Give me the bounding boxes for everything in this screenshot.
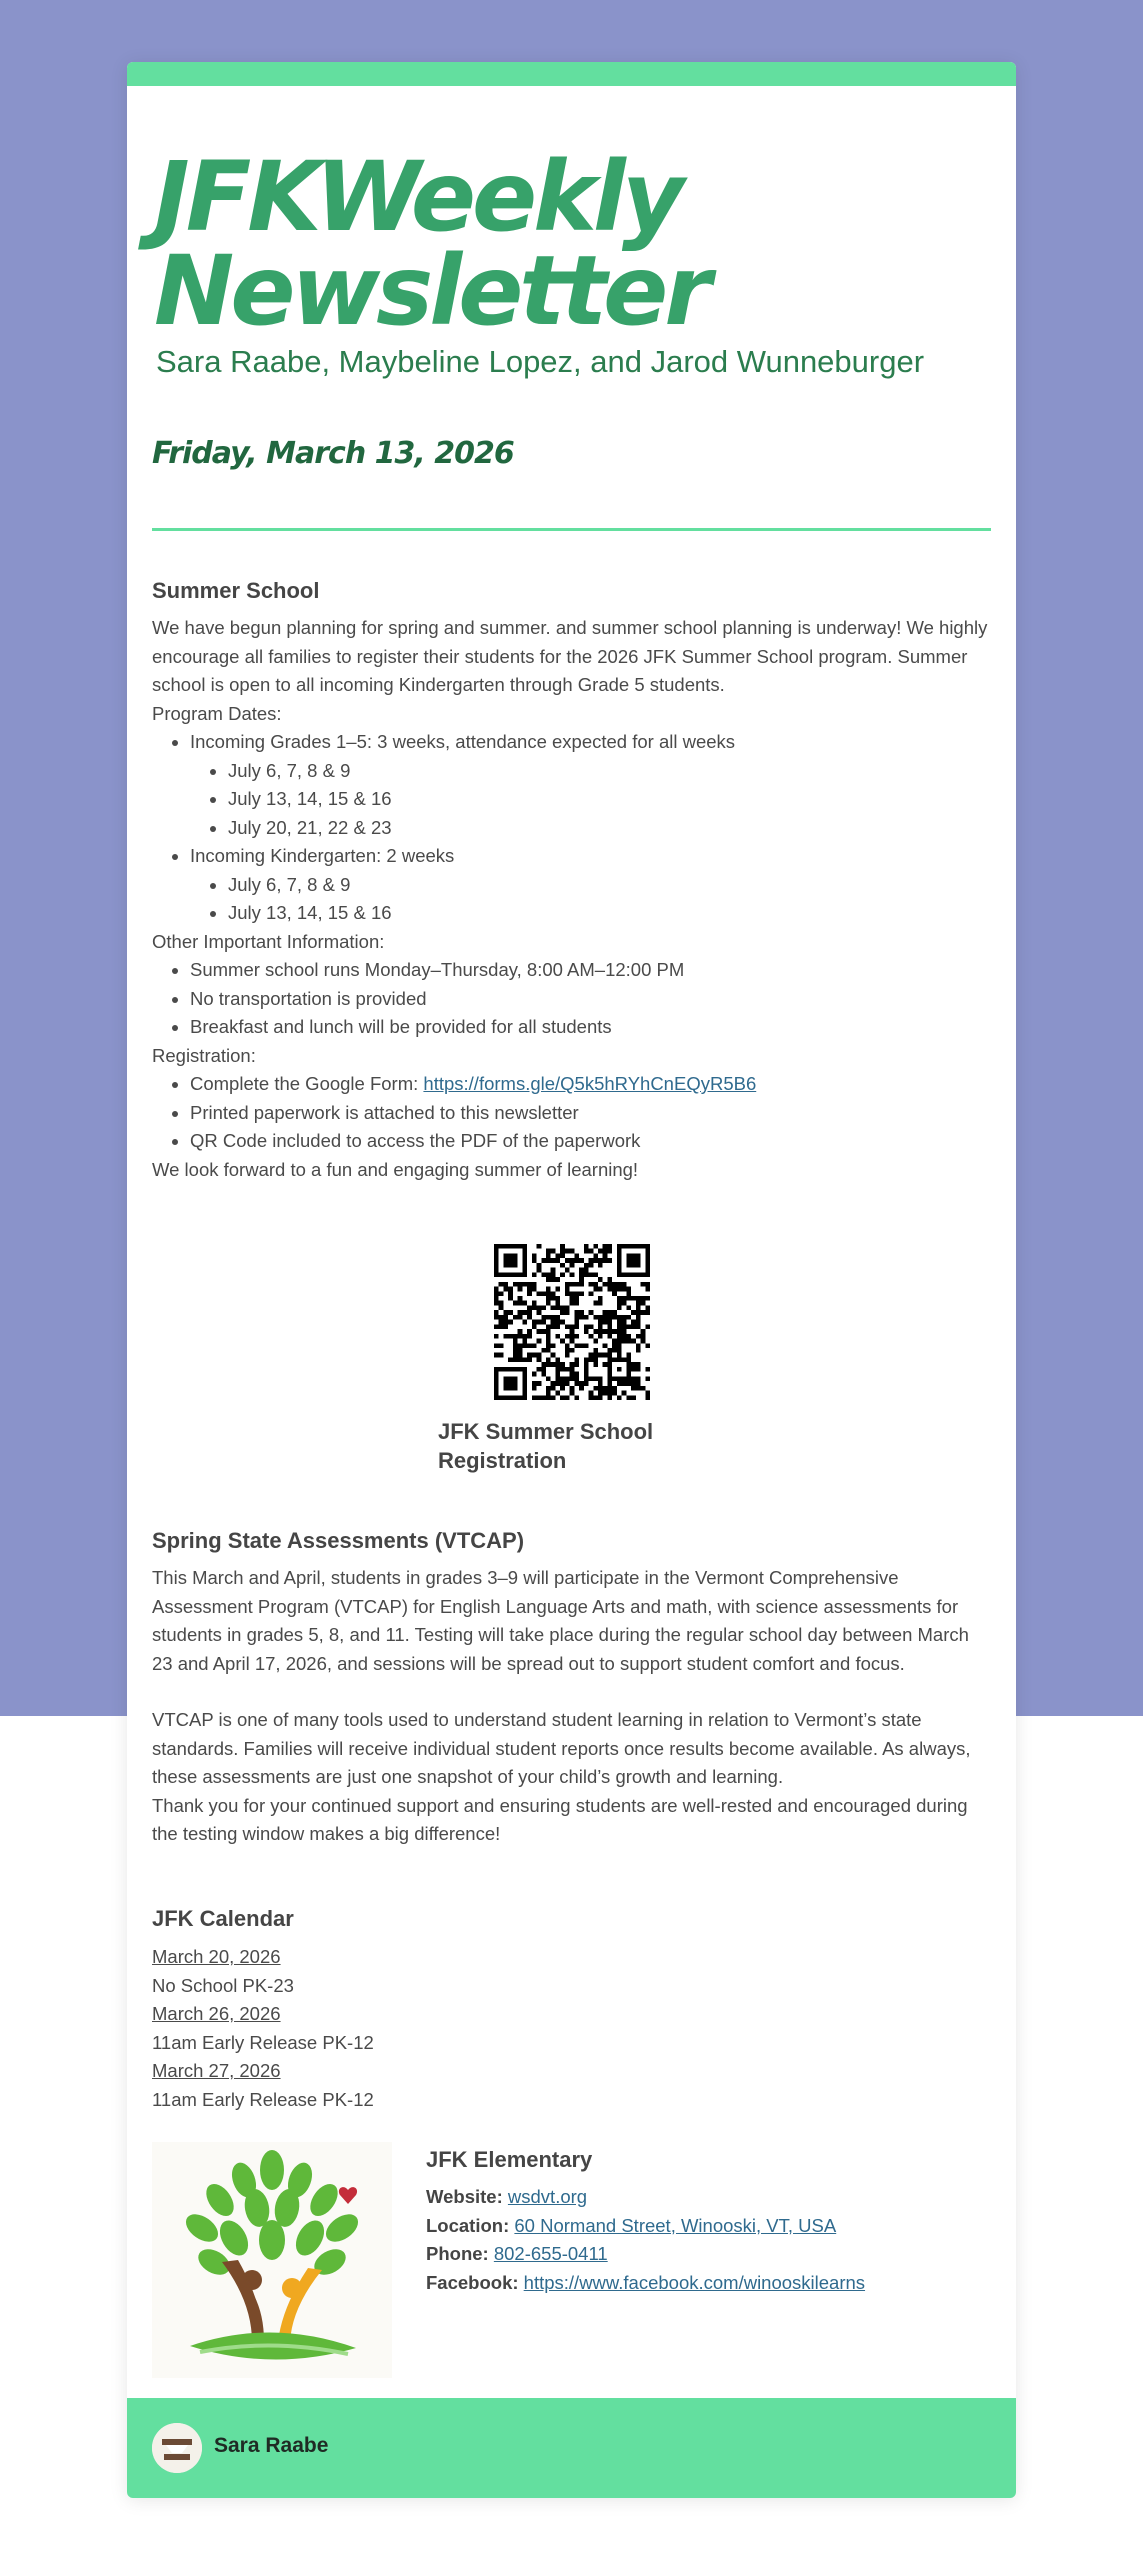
- list-item: • July 13, 14, 15 & 16: [228, 899, 991, 928]
- phone-link[interactable]: 802-655-0411: [493, 2243, 608, 2264]
- calendar-event: No School PK-23: [152, 1974, 294, 1996]
- website-row: [426, 2183, 986, 2212]
- summer-school-intro: We have begun planning for spring and summer. and summer school planning is underway! We highly encourage all families to register their students for the 2026 JFK Summer School program. Summer school is open to all incoming Kindergarten through Grade 5 students.: [152, 617, 988, 695]
- list-item: • No transportation is provided: [190, 985, 991, 1014]
- qr-caption: JFK Summer School Registration: [438, 1419, 654, 1473]
- summer-school-section: [152, 576, 991, 1184]
- summer-school-closing: We look forward to a fun and engaging summer of learning!: [152, 1158, 639, 1180]
- list-item: • July 20, 21, 22 & 23: [228, 814, 991, 843]
- grades-item: Incoming Grades 1–5: 3 weeks, attendance expected for all weeks: [190, 731, 736, 752]
- list-item: • QR Code included to access the PDF of the paperwork: [190, 1127, 991, 1156]
- newsletter-date: Friday, March 13, 2026: [152, 436, 514, 471]
- newsletter-card: [127, 62, 1016, 2498]
- form-text: Complete the Google Form:: [190, 1073, 424, 1094]
- calendar-date: March 20, 2026: [152, 1946, 281, 1967]
- school-name: JFK Elementary: [426, 2147, 593, 2172]
- footer-author: Sara Raabe: [214, 2434, 329, 2457]
- facebook-label: Facebook:: [426, 2271, 519, 2293]
- school-logo: [152, 2142, 392, 2378]
- list-item: • July 6, 7, 8 & 9: [228, 757, 991, 786]
- phone-label: Phone:: [426, 2243, 489, 2264]
- website-link[interactable]: wsdvt.org: [507, 2186, 588, 2207]
- phone-row: [426, 2240, 986, 2269]
- tree-logo-graphic: [152, 2142, 392, 2378]
- list-item: [190, 842, 991, 928]
- newsletter-title: JFKWeekly Newsletter: [154, 141, 708, 347]
- assessments-paragraph-3: Thank you for your continued support and ensuring students are well-rested and encouraged during the testing window makes a big difference!: [152, 1794, 968, 1844]
- qr-code-graphic: [494, 1244, 650, 1400]
- list-item: • Summer school runs Monday–Thursday, 8:00 AM–12:00 PM: [190, 956, 991, 985]
- calendar-date: March 27, 2026: [152, 2060, 281, 2081]
- avatar: [152, 2423, 202, 2473]
- section-heading: Summer School: [152, 578, 320, 603]
- other-info-list: [152, 956, 991, 1042]
- facebook-row: [426, 2269, 986, 2298]
- list-item: • Printed paperwork is attached to this newsletter: [190, 1099, 991, 1128]
- list-item: [190, 1070, 991, 1099]
- location-label: Location:: [426, 2214, 510, 2236]
- divider: [152, 528, 991, 531]
- assessments-paragraph-2: VTCAP is one of many tools used to understand student learning in relation to Vermont’s state standards. Families will receive individual student reports once results become available. As always, these assessments are just one snapshot of your child’s growth and learning.: [152, 1709, 971, 1787]
- program-dates-list: [152, 728, 991, 928]
- list-item: • July 13, 14, 15 & 16: [228, 785, 991, 814]
- list-item: [190, 728, 991, 842]
- section-heading: JFK Calendar: [152, 1906, 294, 1931]
- registration-label: Registration:: [152, 1044, 256, 1066]
- location-row: [426, 2212, 986, 2241]
- calendar-section: [152, 1904, 991, 2114]
- footer: [127, 2398, 1016, 2498]
- list-item: • July 6, 7, 8 & 9: [228, 871, 991, 900]
- other-info-label: Other Important Information:: [152, 930, 385, 952]
- facebook-link[interactable]: https://www.facebook.com/winooskilearns: [523, 2271, 866, 2293]
- calendar-event: 11am Early Release PK-12: [152, 2031, 374, 2053]
- assessments-section: [152, 1526, 991, 1849]
- location-link[interactable]: 60 Normand Street, Winooski, VT, USA: [514, 2214, 837, 2236]
- website-label: Website:: [426, 2186, 503, 2207]
- kindergarten-weeks-list: [190, 871, 991, 928]
- calendar-event: 11am Early Release PK-12: [152, 2088, 374, 2110]
- kindergarten-item: Incoming Kindergarten: 2 weeks: [190, 845, 455, 866]
- google-form-link[interactable]: https://forms.gle/Q5k5hRYhCnEQyR5B6: [423, 1073, 757, 1094]
- registration-list: [152, 1070, 991, 1156]
- calendar-date: March 26, 2026: [152, 2003, 281, 2024]
- qr-code[interactable]: [494, 1244, 650, 1400]
- section-heading: Spring State Assessments (VTCAP): [152, 1528, 525, 1553]
- card-top-bar: [127, 62, 1016, 86]
- newsletter-authors: Sara Raabe, Maybeline Lopez, and Jarod Wunneburger: [156, 344, 925, 379]
- assessments-paragraph-1: This March and April, students in grades 3–9 will participate in the Vermont Comprehensive Assessment Program (VTCAP) for English Language Arts and math, with science assessments for students in grades 5, 8, and 11. Testing will take place during the regular school day between March 23 and April 17, 2026, and sessions will be spread out to support student comfort and focus.: [152, 1567, 969, 1674]
- program-dates-label: Program Dates:: [152, 702, 282, 724]
- list-item: • Breakfast and lunch will be provided for all students: [190, 1013, 991, 1042]
- avatar-icon: [152, 2423, 202, 2473]
- grades-weeks-list: [190, 757, 991, 843]
- school-info: [426, 2145, 986, 2297]
